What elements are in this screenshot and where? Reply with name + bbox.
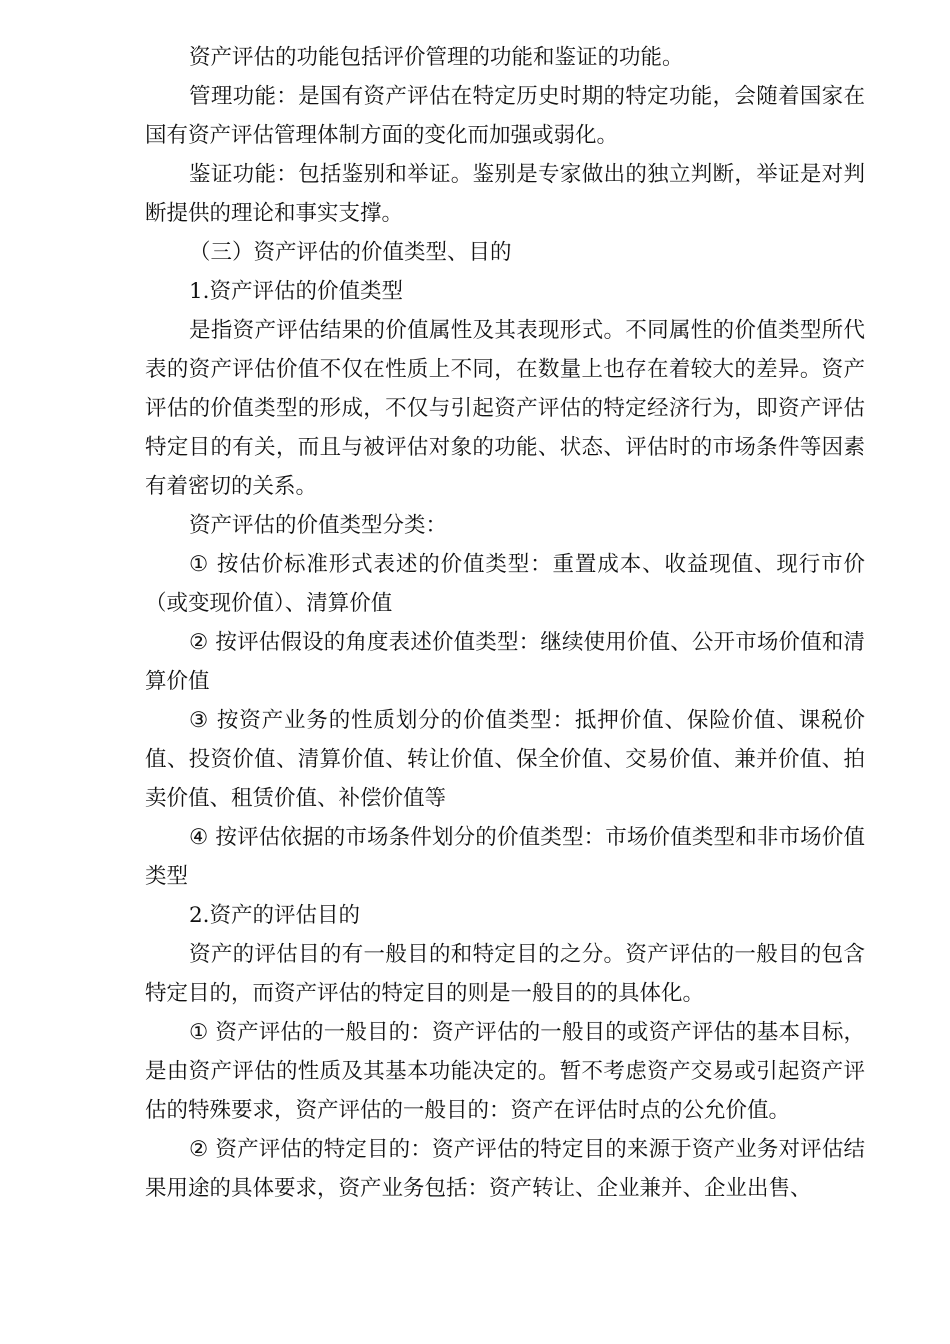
subheading-value-types xyxy=(145,272,865,311)
paragraph-management-function: 管理功能：是国有资产评估在特定历史时期的特定功能，会随着国家在国有资产评估管理体制方面的变化而加强或弱化。 xyxy=(145,84,865,148)
subheading-evaluation-purpose xyxy=(145,896,865,935)
paragraph-value-type-definition: 是指资产评估结果的价值属性及其表现形式。不同属性的价值类型所代表的资产评估价值不仅在性质上不同，在数量上也存在着较大的差异。资产评估的价值类型的形成，不仅与引起资产评估的特定经济行为，即资产评估特定目的有关，而且与被评估对象的功能、状态、评估时的市场条件等因素有着密切的关系。 xyxy=(145,318,865,499)
paragraph-purpose-overview: 资产的评估目的有一般目的和特定目的之分。资产评估的一般目的包含特定目的，而资产评估的特定目的则是一般目的的具体化。 xyxy=(145,942,865,1006)
list-item-specific-purpose: ② 资产评估的特定目的：资产评估的特定目的来源于资产业务对评估结果用途的具体要求，资产业务包括：资产转让、企业兼并、企业出售、 xyxy=(145,1137,865,1201)
paragraph-value-type-classification: 资产评估的价值类型分类： xyxy=(189,513,448,538)
subheading-text: 资产的评估目的 xyxy=(209,903,361,928)
list-item-value-type-4: ④ 按评估依据的市场条件划分的价值类型：市场价值类型和非市场价值类型 xyxy=(145,825,865,889)
list-item-value-type-1: ① 按估价标准形式表述的价值类型：重置成本、收益现值、现行市价（或变现价值）、清算价值 xyxy=(145,552,865,616)
subheading-text: 资产评估的价值类型 xyxy=(209,279,404,304)
document-body xyxy=(145,38,865,1208)
section-heading-value-types: （三）资产评估的价值类型、目的 xyxy=(189,240,512,265)
paragraph-verification-function: 鉴证功能：包括鉴别和举证。鉴别是专家做出的独立判断，举证是对判断提供的理论和事实支撑。 xyxy=(145,162,865,226)
subheading-number: 2. xyxy=(189,903,210,928)
list-item-general-purpose: ① 资产评估的一般目的：资产评估的一般目的或资产评估的基本目标，是由资产评估的性质及其基本功能决定的。暂不考虑资产交易或引起资产评估的特殊要求，资产评估的一般目的：资产在评估时点的公允价值。 xyxy=(145,1020,865,1123)
paragraph-function-overview: 资产评估的功能包括评价管理的功能和鉴证的功能。 xyxy=(189,45,684,70)
subheading-number: 1. xyxy=(189,279,210,304)
list-item-value-type-2: ② 按评估假设的角度表述价值类型：继续使用价值、公开市场价值和清算价值 xyxy=(145,630,865,694)
list-item-value-type-3: ③ 按资产业务的性质划分的价值类型：抵押价值、保险价值、课税价值、投资价值、清算价值、转让价值、保全价值、交易价值、兼并价值、拍卖价值、租赁价值、补偿价值等 xyxy=(145,708,865,811)
